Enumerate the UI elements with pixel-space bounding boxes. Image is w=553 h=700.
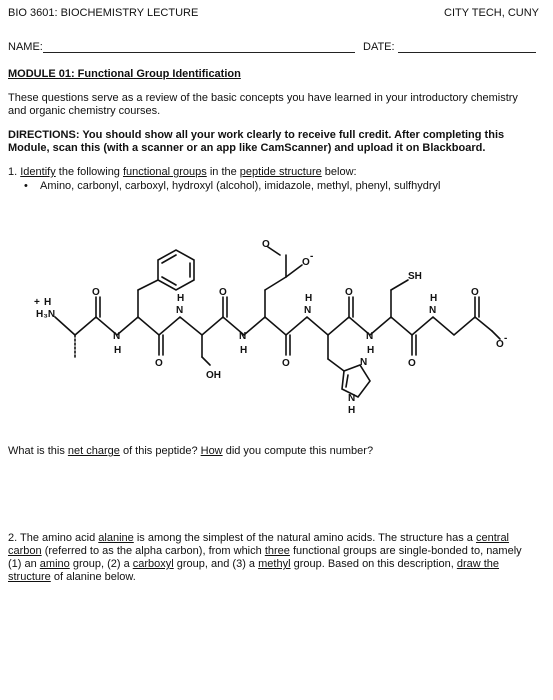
q1-identify: Identify: [20, 166, 56, 178]
n-label: N: [360, 357, 368, 368]
q2-methyl: methyl: [258, 558, 291, 570]
h-label: H: [367, 345, 375, 356]
q2-text: functional groups are single-bonded to, namely (1) an: [8, 545, 522, 570]
n-label: N: [304, 305, 312, 316]
intro-paragraph: These questions serve as a review of the basic concepts you have learned in your introductory chemistry and organic chemistry courses.: [8, 92, 518, 117]
q2-text: group, (2) a: [69, 558, 133, 570]
q2-alanine: alanine: [98, 532, 134, 544]
net-charge-text: of this peptide?: [119, 445, 201, 457]
n-label: N: [348, 393, 356, 404]
q2-text: group. Based on this description,: [290, 558, 457, 570]
net-charge-text: What is this: [8, 445, 68, 457]
o-label: O: [92, 287, 100, 298]
q2-draw-structure: draw the structure: [8, 558, 500, 583]
sulfhydryl-label: SH: [408, 271, 422, 282]
q2-text: 2. The amino acid: [8, 532, 99, 544]
q2-text: is among the simplest of the natural amino acids. The structure has a: [133, 532, 476, 544]
q2-text: (referred to as the alpha carbon), from which: [41, 545, 265, 557]
q1-peptide-structure: peptide structure: [239, 166, 322, 178]
o-label: O: [345, 287, 353, 298]
h-label: H: [348, 405, 356, 416]
peptide-structure-diagram: [30, 235, 510, 425]
school-name: CITY TECH, CUNY: [444, 7, 539, 19]
n-label: N: [176, 305, 184, 316]
directions-paragraph: DIRECTIONS: You should show all your work clearly to receive full credit. After completing this Module, scan this (with a scanner or an app like CamScanner) and upload it on Blackboard.: [8, 129, 505, 154]
n-label: N: [113, 331, 121, 342]
o-label: O: [155, 358, 163, 369]
module-title: MODULE 01: Functional Group Identification: [8, 68, 241, 80]
o-label: O: [408, 358, 416, 369]
name-field-line[interactable]: [43, 52, 355, 53]
o-label: O: [262, 239, 270, 250]
charge-plus: +: [34, 297, 40, 308]
q2-amino: amino: [39, 558, 70, 570]
o-label: O: [302, 257, 310, 268]
n-label: N: [239, 331, 247, 342]
date-field-line[interactable]: [398, 52, 536, 53]
net-charge-term: net charge: [67, 445, 120, 457]
h-label: H: [305, 293, 313, 304]
h-label: H: [114, 345, 122, 356]
o-label: O: [496, 339, 504, 350]
n-label: N: [366, 331, 374, 342]
q2-text: group, and (3) a: [173, 558, 259, 570]
functional-group-list: Amino, carbonyl, carboxyl, hydroxyl (alcohol), imidazole, methyl, phenyl, sulfhydryl: [40, 180, 441, 192]
n-label: N: [429, 305, 437, 316]
q2-carboxyl: carboxyl: [132, 558, 174, 570]
bullet: •: [24, 180, 28, 192]
question-2: [8, 532, 538, 584]
h-label: H: [177, 293, 185, 304]
question-1: [8, 166, 538, 179]
net-charge-text: did you compute this number?: [222, 445, 374, 457]
h-label: H: [240, 345, 248, 356]
o-label: O: [471, 287, 479, 298]
q2-text: of alanine below.: [50, 571, 136, 583]
q1-text: in the: [206, 166, 240, 178]
charge-minus: -: [310, 251, 314, 262]
hydroxyl-label: OH: [206, 370, 221, 381]
h-label: H: [44, 297, 52, 308]
h-label: H: [430, 293, 438, 304]
q2-central-carbon: central carbon: [8, 532, 510, 557]
date-label: DATE:: [363, 41, 395, 53]
net-charge-question: [8, 445, 538, 458]
q1-number: 1.: [8, 166, 18, 178]
how-term: How: [200, 445, 223, 457]
q1-text: the following: [55, 166, 123, 178]
q1-functional-groups: functional groups: [122, 166, 207, 178]
charge-minus: -: [504, 333, 508, 344]
o-label: O: [282, 358, 290, 369]
course-title: BIO 3601: BIOCHEMISTRY LECTURE: [8, 7, 199, 19]
amino-label: H₃N: [36, 309, 56, 320]
q1-text: below:: [321, 166, 357, 178]
q2-three: three: [264, 545, 290, 557]
o-label: O: [219, 287, 227, 298]
name-label: NAME:: [8, 41, 43, 53]
